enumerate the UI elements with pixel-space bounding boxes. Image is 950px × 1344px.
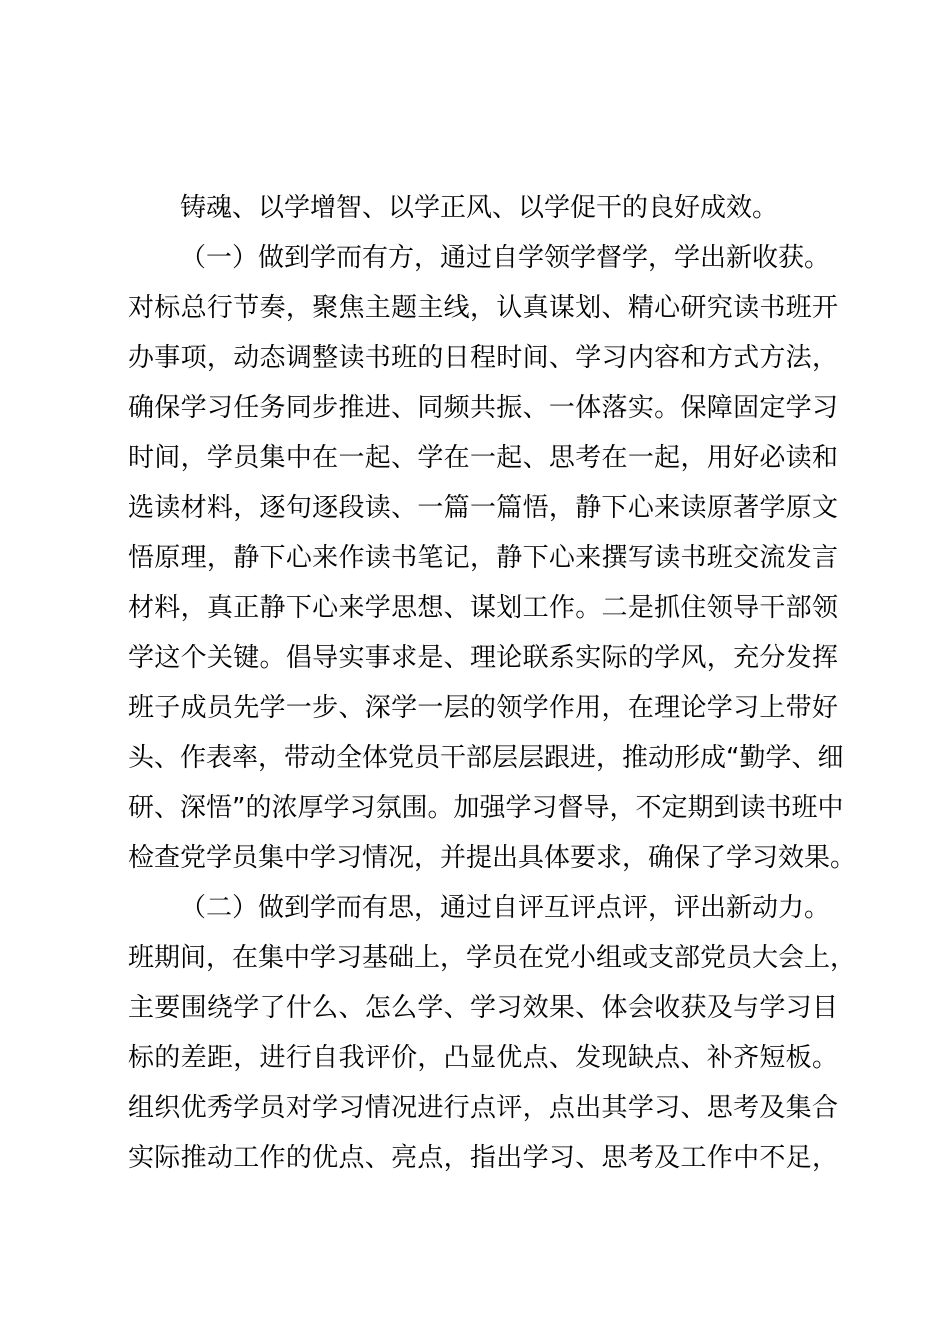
text-line: 组织优秀学员对学习情况进行点评，点出其学习、思考及集合	[128, 1093, 838, 1123]
body-text	[128, 183, 857, 1183]
text-line: 班子成员先学一步、深学一层的领学作用，在理论学习上带好	[128, 693, 838, 723]
text-line: 实际推动工作的优点、亮点，指出学习、思考及工作中不足，	[128, 1143, 838, 1173]
text-line: 办事项，动态调整读书班的日程时间、学习内容和方式方法，	[128, 343, 838, 373]
text-line: 标的差距，进行自我评价，凸显优点、发现缺点、补齐短板。	[128, 1043, 838, 1073]
text-line: 选读材料，逐句逐段读、一篇一篇悟，静下心来读原著学原文	[128, 493, 838, 523]
text-line: 班期间，在集中学习基础上，学员在党小组或支部党员大会上，	[128, 943, 857, 973]
text-line: 时间，学员集中在一起、学在一起、思考在一起，用好必读和	[128, 443, 838, 473]
text-line: 研、深悟”的浓厚学习氛围。加强学习督导，不定期到读书班中	[128, 793, 844, 823]
section-heading-2: （二）做到学而有思，通过自评互评点评，评出新动力。	[180, 893, 831, 923]
text-line: 头、作表率，带动全体党员干部层层跟进，推动形成“勤学、细	[128, 743, 844, 773]
text-line: 铸魂、以学增智、以学正风、以学促干的良好成效。	[180, 193, 779, 223]
text-line: 学这个关键。倡导实事求是、理论联系实际的学风，充分发挥	[128, 643, 838, 673]
section-heading-1: （一）做到学而有方，通过自学领学督学，学出新收获。	[180, 243, 831, 273]
text-line: 对标总行节奏，聚焦主题主线，认真谋划、精心研究读书班开	[128, 293, 838, 323]
text-line: 确保学习任务同步推进、同频共振、一体落实。保障固定学习	[128, 393, 838, 423]
text-line: 检查党学员集中学习情况，并提出具体要求，确保了学习效果。	[128, 843, 857, 873]
text-line: 主要围绕学了什么、怎么学、学习效果、体会收获及与学习目	[128, 993, 838, 1023]
text-line: 悟原理，静下心来作读书笔记，静下心来撰写读书班交流发言	[128, 543, 838, 573]
text-line: 材料，真正静下心来学思想、谋划工作。二是抓住领导干部领	[128, 593, 838, 623]
